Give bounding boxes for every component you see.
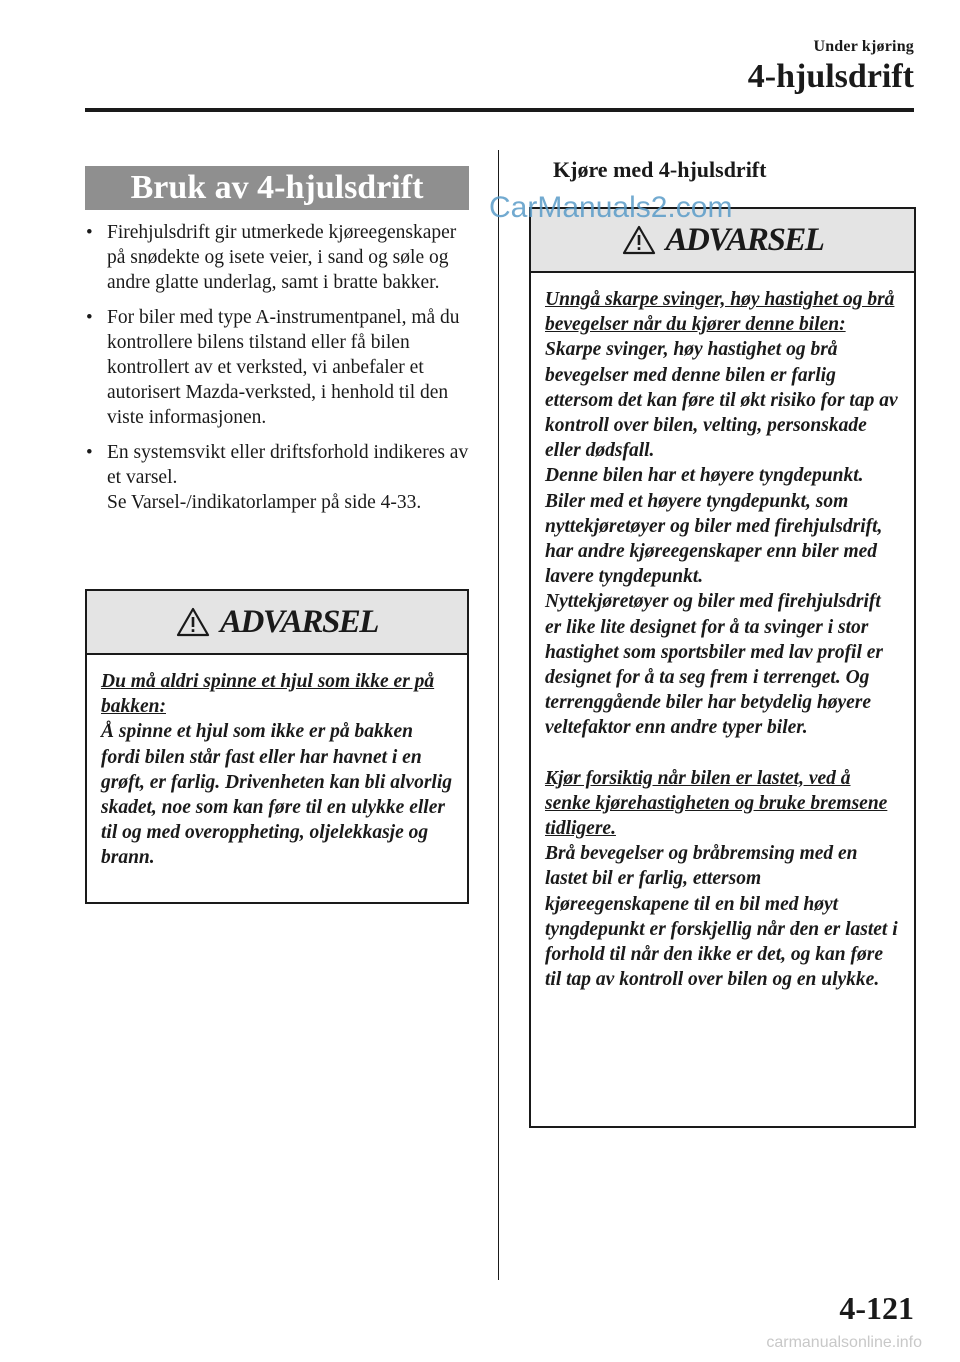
watermark: CarManuals2.com <box>489 191 733 224</box>
warning-body <box>87 655 467 885</box>
list-item <box>85 305 469 430</box>
running-header-section: Under kjøring <box>813 38 914 55</box>
footer-site-mark: carmanualsonline.info <box>766 1334 922 1351</box>
warning-box-wheel-spin <box>85 589 469 904</box>
page-number: 4-121 <box>839 1290 914 1326</box>
running-header-chapter: 4-hjulsdrift <box>747 58 914 95</box>
warning-triangle-icon <box>622 225 656 255</box>
warning-lead: Unngå skarpe svinger, høy hastighet og brå bevegelser når du kjører denne bilen: <box>545 289 895 336</box>
paragraph-gap <box>545 741 900 766</box>
bullet-text: En systemsvikt eller driftsforhold indikeres av et varsel. <box>107 442 469 488</box>
warning-title: ADVARSEL <box>665 221 824 258</box>
column-divider <box>498 150 499 1280</box>
warning-text: Brå bevegelser og bråbremsing med en lastet bil er farlig, ettersom kjøreegenskapene til en bil med høyt tyngdepunkt er forskjellig når den er lastet i forhold til når den ikke er det, og kan føre til tap av kontroll over bilen og en ulykke. <box>545 843 898 991</box>
warning-body <box>531 273 914 1006</box>
subheading: Kjøre med 4-hjulsdrift <box>553 157 767 182</box>
warning-text: Nyttekjøretøyer og biler med firehjulsdrift er like lite designet for å ta svinger i stor hastighet som sportsbiler med lav profil er designet for å ta seg frem i terrenget. Og terrenggående biler har betydelig høyere veltefaktor enn andre typer biler. <box>545 591 884 739</box>
list-item <box>85 440 469 515</box>
bullet-icon: • <box>86 442 93 463</box>
header-rule <box>85 108 914 112</box>
warning-box-driving <box>529 207 916 1128</box>
warning-title: ADVARSEL <box>220 603 378 640</box>
bullet-list <box>85 220 469 525</box>
cross-reference: Se Varsel-/indikatorlamper på side 4-33. <box>107 492 422 513</box>
bullet-text: Firehjulsdrift gir utmerkede kjøreegenskaper på snødekte og isete veier, i sand og søle og andre glatte underlag, samt i bratte bakker. <box>107 222 457 293</box>
warning-triangle-icon <box>176 607 210 637</box>
list-item <box>85 220 469 295</box>
warning-header <box>87 591 467 655</box>
bullet-text: For biler med type A-instrumentpanel, må du kontrollere bilens tilstand eller få bilen kontrollert av et verksted, vi anbefaler et autorisert Mazda-verksted, i henhold til den viste informasjonen. <box>107 307 460 428</box>
warning-lead: Kjør forsiktig når bilen er lastet, ved å senke kjørehastigheten og bruke bremsene tidligere. <box>545 767 888 840</box>
warning-text: Å spinne et hjul som ikke er på bakken fordi bilen står fast eller har havnet i en grøft, er farlig. Drivenheten kan bli alvorlig skadet, noe som kan føre til en ulykke eller til og med overoppheting, oljelekkasje og brann. <box>101 721 452 869</box>
bullet-icon: • <box>86 222 93 243</box>
warning-text: Denne bilen har et høyere tyngdepunkt. Biler med et høyere tyngdepunkt, som nyttekjøretøyer og biler med firehjulsdrift, har andre kjøreegenskaper enn biler med lavere tyngdepunkt. <box>545 465 883 588</box>
section-banner: Bruk av 4-hjulsdrift <box>85 166 469 210</box>
warning-text: Skarpe svinger, høy hastighet og brå bevegelser med denne bilen er farlig ettersom det kan føre til økt risiko for tap av kontroll over bilen, velting, personskade eller dødsfall. <box>545 339 898 462</box>
bullet-icon: • <box>86 307 93 328</box>
warning-lead: Du må aldri spinne et hjul som ikke er på bakken: <box>101 671 435 718</box>
